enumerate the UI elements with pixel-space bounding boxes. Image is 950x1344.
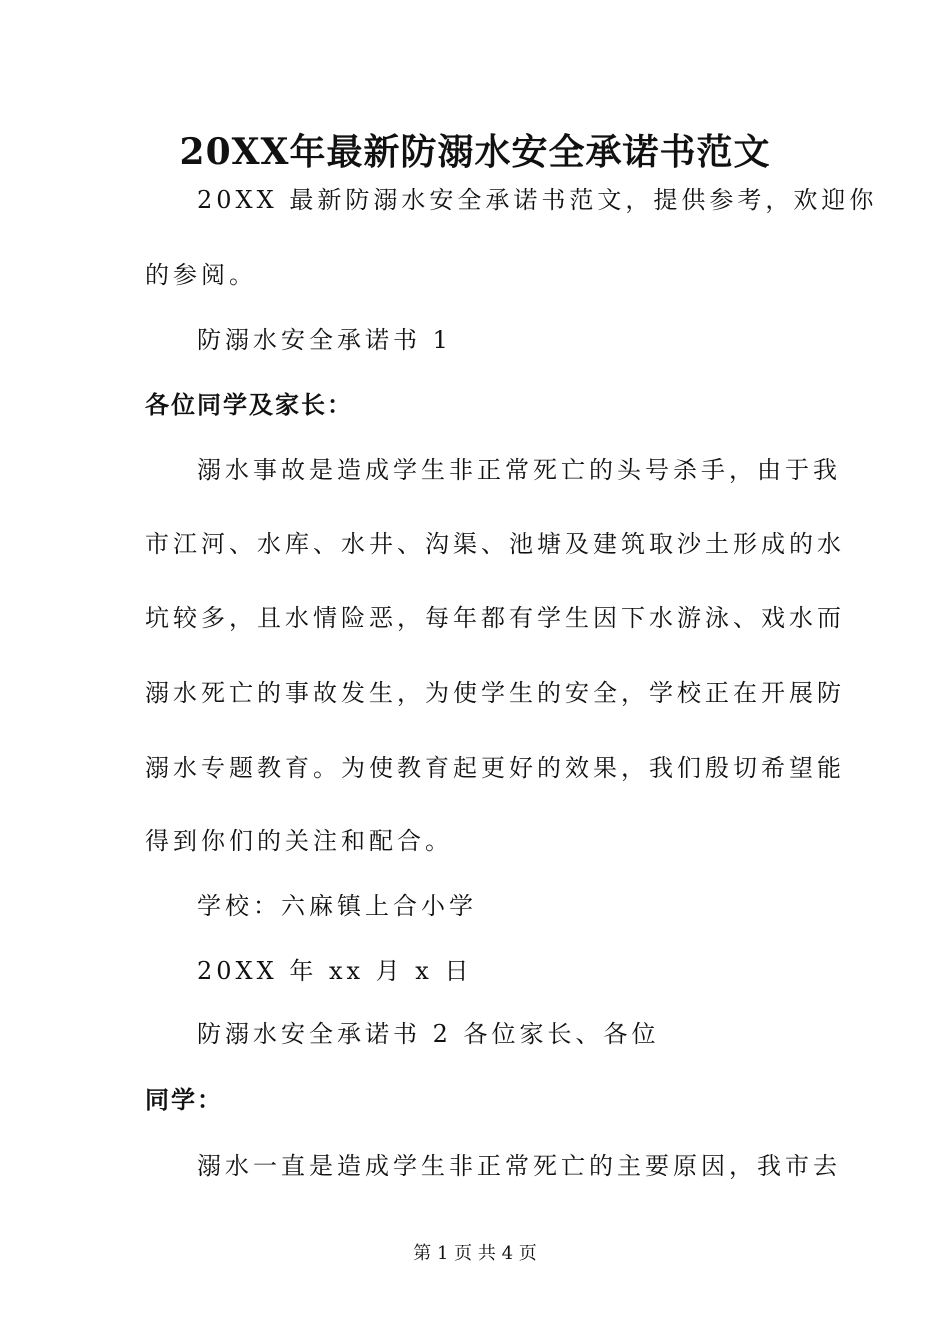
paragraph-1-line: 市江河、水库、水井、沟渠、池塘及建筑取沙土形成的水 (145, 530, 845, 558)
school-line: 学校：六麻镇上合小学 (197, 892, 477, 920)
paragraph-1-line: 溺水死亡的事故发生，为使学生的安全，学校正在开展防 (145, 679, 845, 707)
salutation-2: 同学： (145, 1086, 223, 1114)
paragraph-1-line: 溺水专题教育。为使教育起更好的效果，我们殷切希望能 (145, 754, 845, 782)
paragraph-1-line: 坑较多，且水情险恶，每年都有学生因下水游泳、戏水而 (145, 604, 845, 632)
document-title: 20XX年最新防溺水安全承诺书范文 (179, 131, 771, 173)
intro-line-1: 20XX 最新防溺水安全承诺书范文，提供参考，欢迎你 (197, 186, 878, 214)
paragraph-2-line: 溺水一直是造成学生非正常死亡的主要原因，我市去 (197, 1152, 841, 1180)
section-1-title: 防溺水安全承诺书 1 (197, 326, 452, 354)
paragraph-1-line: 得到你们的关注和配合。 (145, 827, 453, 855)
paragraph-1-line: 溺水事故是造成学生非正常死亡的头号杀手，由于我 (197, 456, 841, 484)
date-line: 20XX 年 xx 月 x 日 (197, 957, 473, 985)
section-2-line: 防溺水安全承诺书 2 各位家长、各位 (197, 1020, 660, 1048)
page-footer: 第 1 页 共 4 页 (413, 1243, 537, 1264)
salutation-1: 各位同学及家长： (145, 391, 353, 419)
intro-line-2: 的参阅。 (145, 261, 257, 289)
